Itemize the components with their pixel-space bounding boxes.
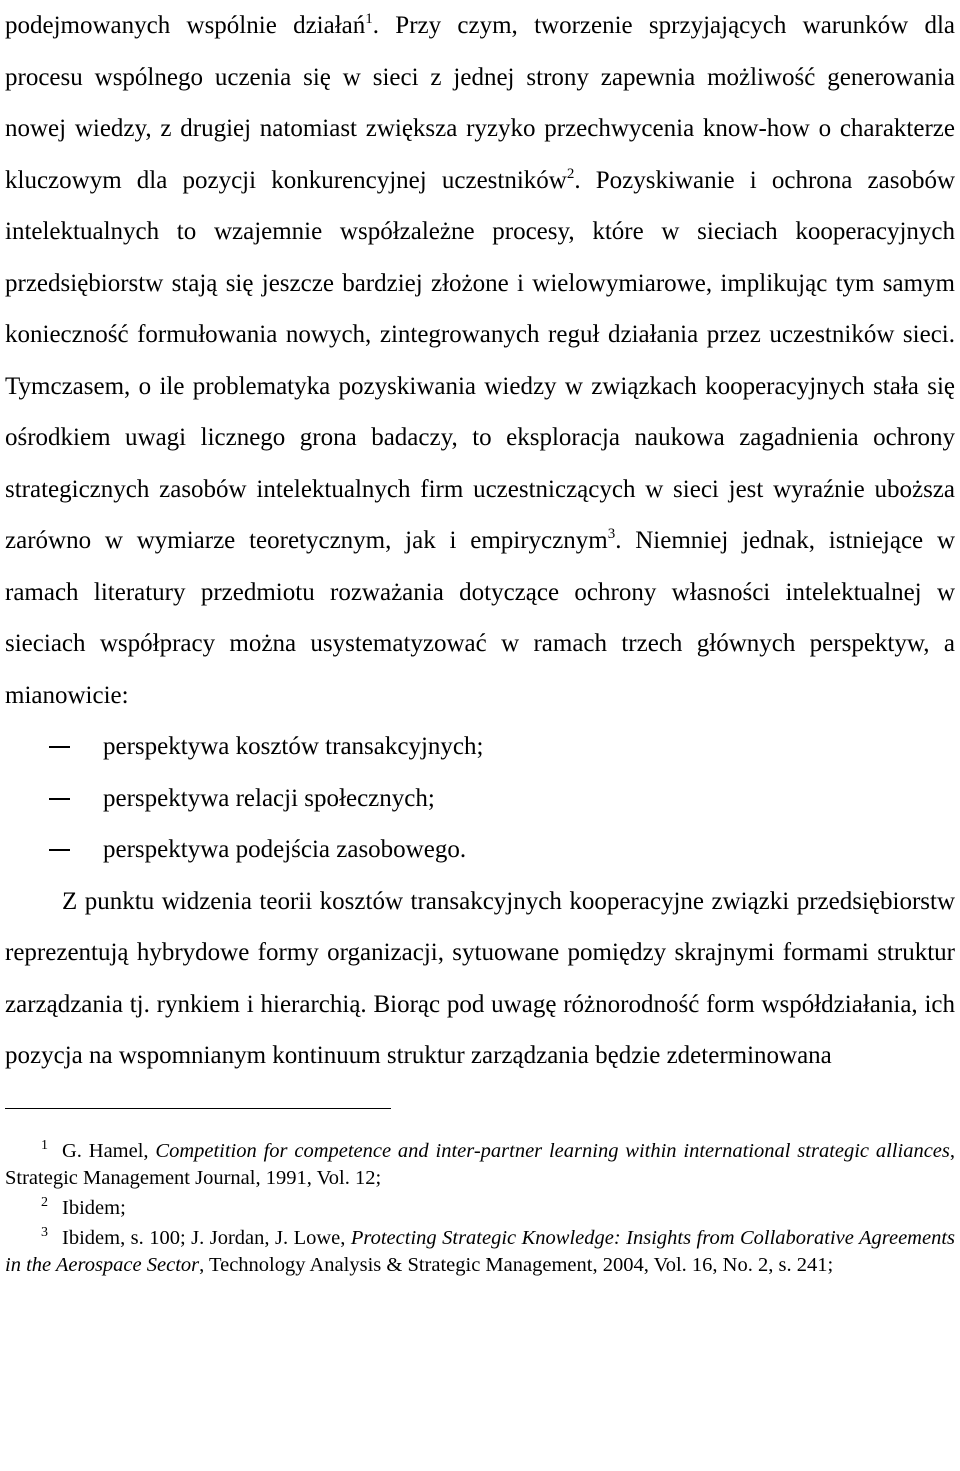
list-item	[5, 721, 955, 773]
list-item-text: perspektywa kosztów transakcyjnych;	[103, 733, 484, 760]
list-item	[5, 773, 955, 825]
footnote-ref-3[interactable]: 3	[607, 526, 616, 542]
footnote-ref-2[interactable]: 2	[566, 165, 575, 182]
body-paragraph-1	[5, 0, 955, 721]
footnote-separator	[5, 1108, 391, 1109]
paragraph-1-text-2: . Przy czym, tworzenie sprzyjających warunków dla procesu wspólnego uczenia się w sieci z jednej strony zapewnia możliwość generowania nowej wiedzy, z drugiej natomiast zwiększa ryzyko przechwycenia know-how o charakterze kluczowym dla pozycji konkurencyjnej uczestników	[5, 12, 955, 194]
dash-bullet-icon	[49, 849, 70, 851]
list-item-text: perspektywa relacji społecznych;	[103, 784, 435, 812]
footnote-source: , Technology Analysis & Strategic Management, 2004, Vol. 16, No. 2, s. 241;	[199, 1253, 834, 1276]
footnote-source: , Strategic Management Journal, 1991, Vol. 12;	[5, 1139, 956, 1189]
paragraph-1-text-3: . Pozyskiwanie i ochrona zasobów intelektualnych to wzajemnie współzależne procesy, które w sieciach kooperacyjnych przedsiębiorstw stają się jeszcze bardziej złożone i wielowymiarowe, implikując tym samym konieczność formułowania nowych, zintegrowanych reguł działania przez uczestników sieci. Tymczasem, o ile problematyka pozyskiwania wiedzy w związkach kooperacyjnych stała się ośrodkiem uwagi licznego grona badaczy, to eksploracja naukowa zagadnienia ochrony strategicznych zasobów intelektualnych firm uczestniczących w sieci jest wyraźnie uboższa zarówno w wymiarze teoretycznym, jak i empirycznym	[5, 166, 956, 554]
footnote-3: 3 Ibidem, s. 100; J. Jordan, J. Lowe, Protecting Strategic Knowledge: Insights from Collaborative Agreements in the Aerospace Sector, Technology Analysis & Strategic Management, 2004, Vol. 16, No. 2, s. 241;	[5, 1224, 955, 1276]
footnote-ref-1[interactable]: 1	[365, 11, 373, 27]
footnote-author: G. Hamel,	[62, 1139, 149, 1162]
footnote-2: 2 Ibidem;	[41, 1194, 126, 1219]
footnote-1: 1 G. Hamel, Competition for competence and inter-partner learning within international strategic alliances, Strategic Management Journal, 1991, Vol. 12;	[5, 1137, 956, 1189]
perspectives-list	[5, 721, 955, 876]
footnote-title: Competition for competence and inter-partner learning within international strategic alliances	[155, 1139, 950, 1162]
footnote-text: Ibidem;	[62, 1196, 126, 1219]
body-paragraph-2: Z punktu widzenia teorii kosztów transakcyjnych kooperacyjne związki przedsiębiorstw reprezentują hybrydowe formy organizacji, sytuowane pomiędzy skrajnymi formami struktur zarządzania tj. rynkiem i hierarchią. Biorąc pod uwagę różnorodność form współdziałania, ich pozycja na wspomnianym kontinuum struktur zarządzania będzie zdeterminowana	[5, 887, 955, 1069]
list-item	[5, 824, 955, 876]
document-page	[5, 0, 955, 1282]
dash-bullet-icon	[49, 798, 70, 800]
list-item-text: perspektywa podejścia zasobowego.	[103, 836, 467, 863]
dash-bullet-icon	[49, 746, 70, 748]
footnotes-section	[5, 1138, 955, 1279]
paragraph-1-text-1: podejmowanych wspólnie działań	[5, 12, 366, 39]
footnote-title: Protecting Strategic Knowledge: Insights from Collaborative Agreements in the Aerospace Sector	[5, 1226, 955, 1276]
footnote-author: Ibidem, s. 100; J. Jordan, J. Lowe,	[62, 1226, 346, 1249]
paragraph-1-text-4: . Niemniej jednak, istniejące w ramach literatury przedmiotu rozważania dotyczące ochrony własności intelektualnej w sieciach współpracy można usystematyzować w ramach trzech głównych perspektyw, a mianowicie:	[5, 527, 956, 709]
